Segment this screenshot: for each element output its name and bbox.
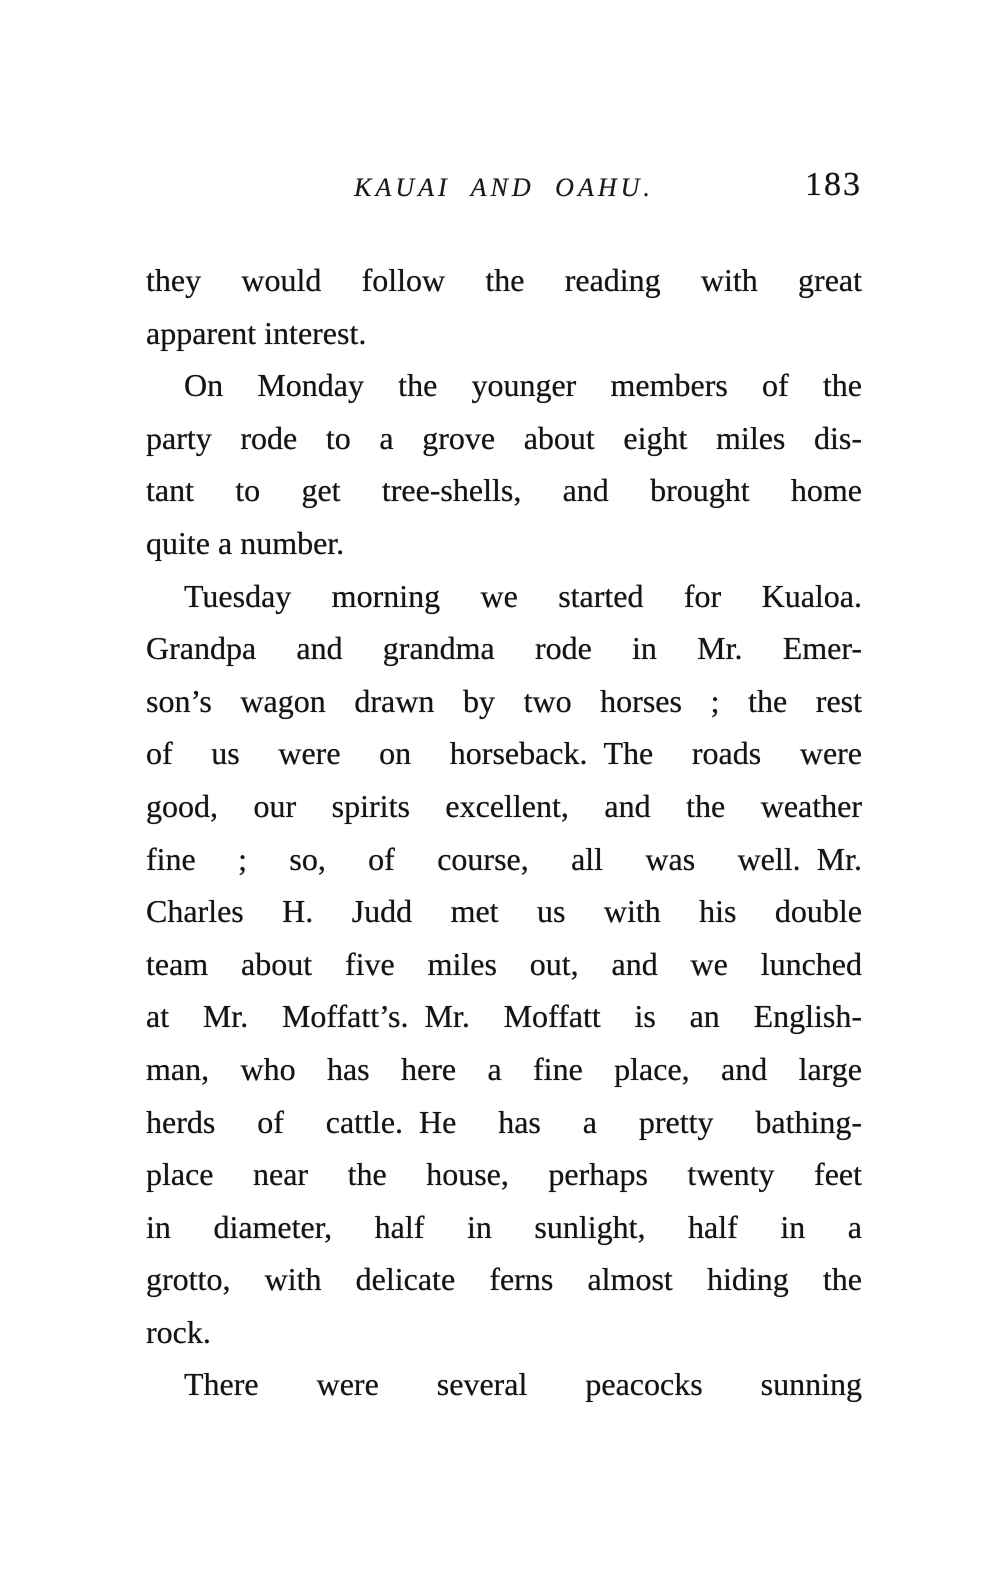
text-line: party rode to a grove about eight miles dis-: [146, 419, 862, 456]
text-line: apparent interest.: [146, 314, 367, 351]
running-head-title: KAUAI AND OAHU.: [354, 173, 654, 202]
text-line: of us were on horseback. The roads were: [146, 735, 862, 772]
text-line: good, our spirits excellent, and the weather: [146, 787, 862, 824]
text-line: man, who has here a fine place, and large: [146, 1050, 862, 1087]
paragraph: [146, 254, 862, 359]
page-body: [146, 254, 862, 1411]
paragraph: [146, 359, 862, 569]
text-line: fine ; so, of course, all was well. Mr.: [146, 840, 862, 877]
text-line: Charles H. Judd met us with his double: [146, 893, 862, 930]
text-column: [146, 0, 862, 1411]
text-line: at Mr. Moffatt’s. Mr. Moffatt is an English-: [146, 998, 862, 1035]
text-line: grotto, with delicate ferns almost hiding the: [146, 1261, 862, 1298]
text-line: place near the house, perhaps twenty feet: [146, 1156, 862, 1193]
running-head: [146, 166, 862, 210]
text-line: Grandpa and grandma rode in Mr. Emer-: [146, 630, 862, 667]
text-line: rock.: [146, 1313, 211, 1350]
text-line: On Monday the younger members of the: [184, 367, 862, 404]
text-line: they would follow the reading with great: [146, 262, 862, 298]
page-number: 183: [805, 166, 862, 203]
paragraph: [146, 570, 862, 1359]
text-line: herds of cattle. He has a pretty bathing-: [146, 1103, 862, 1140]
text-line: quite a number.: [146, 524, 345, 561]
text-line: Tuesday morning we started for Kualoa.: [184, 577, 862, 614]
text-line: in diameter, half in sunlight, half in a: [146, 1208, 862, 1245]
text-line: son’s wagon drawn by two horses ; the rest: [146, 682, 862, 719]
paragraph: [146, 1358, 862, 1411]
text-line: team about five miles out, and we lunched: [146, 945, 862, 982]
text-line: There were several peacocks sunning: [184, 1366, 862, 1403]
text-line: tant to get tree-shells, and brought home: [146, 472, 862, 509]
